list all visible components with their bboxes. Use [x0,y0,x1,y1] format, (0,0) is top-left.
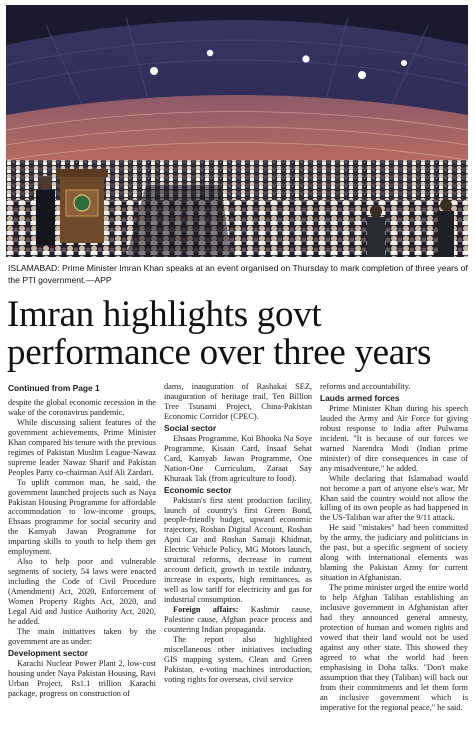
paragraph: Also to help poor and vulnerable segments of society, 54 laws were enacted including the Code of Civil Procedure (Amendment) Act, 2020, Enforcement of Women Property Rights Act, 2020, and Legal Aid and Justice Authority Act, 2020, he added. [8,557,156,626]
paragraph: despite the global economic recession in the wake of the coronavirus pandemic. [8,398,156,417]
paragraph: The prime minister urged the entire world to help Afghan Taliban establishing an inclusive government in Afghanistan after had they announced general amnesty, protection of human and women rights and vowed that their land would not be used against any other state. This showed they agreed to what the world had been emphasising in Doha talks. "Don't make assumption that they (Taliban) will back out from their commitments and let them form an inclusive government which is imperative for the regional peace," he said. [320,583,468,712]
subhead-social-sector: Social sector [164,422,217,433]
runin-text: Kashmir cause, Palestine cause, Afghan peace process and countering Indian propaganda. [164,605,312,634]
column-1 [8,382,156,751]
subhead-development-sector: Development sector [8,647,89,658]
paragraph: While declaring that Islamabad would not become a part of anyone else's war, Mr Khan said the country would not allow the killing of its own people as had happened in the US-Taliban war after the 9/11 attack. [320,473,468,523]
subhead-economic-sector: Economic sector [164,484,232,495]
column-3 [320,382,468,751]
subhead-lauds-armed-forces: Lauds armed forces [320,392,400,403]
paragraph: reforms and accountability. [320,382,411,391]
paragraph: Karachi Nuclear Power Plant 2, low-cost housing under Naya Pakistan Housing, Ravi Urban Project, Rs1.1 trillion Karachi package, progress on construction of [8,658,156,698]
paragraph: The main initiatives taken by the government are as under: [8,626,156,646]
photo-caption: ISLAMABAD: Prime Minister Imran Khan speaks at an event organised on Thursday to mark completion of three years of the PTI government.—APP [8,263,468,285]
paragraph: Pakistan's first stent production facility, launch of country's first Green Bond, people-friendly budget, upward economic trajectory, Roshan Digital Account, Roshan Apni Car and Roshan Samaji Khidmat, Electric Vehicle Policy, MG Motors launch, structural reforms, decrease in current account deficit, growth in textile industry, increase in exports, high remittances, as well as low tariff for electricity and gas for industrial consumption. [164,495,312,605]
paragraph-foreign-affairs [164,605,312,635]
column-2 [164,382,312,751]
paragraph: He said "mistakes" had been committed by the army, the judiciary and politicians in the past, but a specific segment of society along with international elements was blaming the Pakistan Army for current situation in Afghanistan. [320,523,468,583]
paragraph: dams, inauguration of Rashakai SEZ, inauguration of heritage trail, Ten Billion Tree Tsunami Project, China-Pakistan Economic Corridor (CPEC). [164,382,312,421]
paragraph: Ehsaas Programme, Koi Bhooka Na Soye Programme, Kisaan Card, Insaaf Sehat Card, Kamyab Jawan Programme, One Nation-One Curriculum, Zaraat Say Khuraak Tak (from agriculture to food). [164,433,312,483]
runin-label: Foreign affairs: [173,605,239,615]
paragraph: While discussing salient features of the government achievements, Prime Minister Khan compared his tenure with the previous regimes of Pakistan Muslim League-Nawaz supreme leader Nawaz Sharif and Pakistan Peoples Party co-chairman Asif Ali Zardari. [8,417,156,477]
continued-kicker: Continued from Page 1 [8,383,100,393]
event-hall-image [6,5,468,257]
paragraph: The report also highlighted miscellaneous other initiatives including GIS mapping system, Clean and Green Pakistan, e-voting machines introduction, voting rights for overseas, civil service [164,634,312,684]
news-photo [6,5,468,257]
article-body [8,382,468,751]
headline: Imran highlights govt performance over three years [7,294,432,373]
paragraph: To uplift common man, he said, the government launched projects such as Naya Pakistan Housing Programme for affordable accommodation to low-income groups, Ehsaas programme for social security and the Kamyab Jawan Programme for imparting skills to youth to help them get employment. [8,477,156,557]
paragraph: Prime Minister Khan during his speech lauded the Army and Air Force for giving robust response to India after Pulwama incident. "It is because of our forces we warned Narendra Modi (Indian prime minister) of dire consequences in case of any misadventure," he added. [320,403,468,473]
